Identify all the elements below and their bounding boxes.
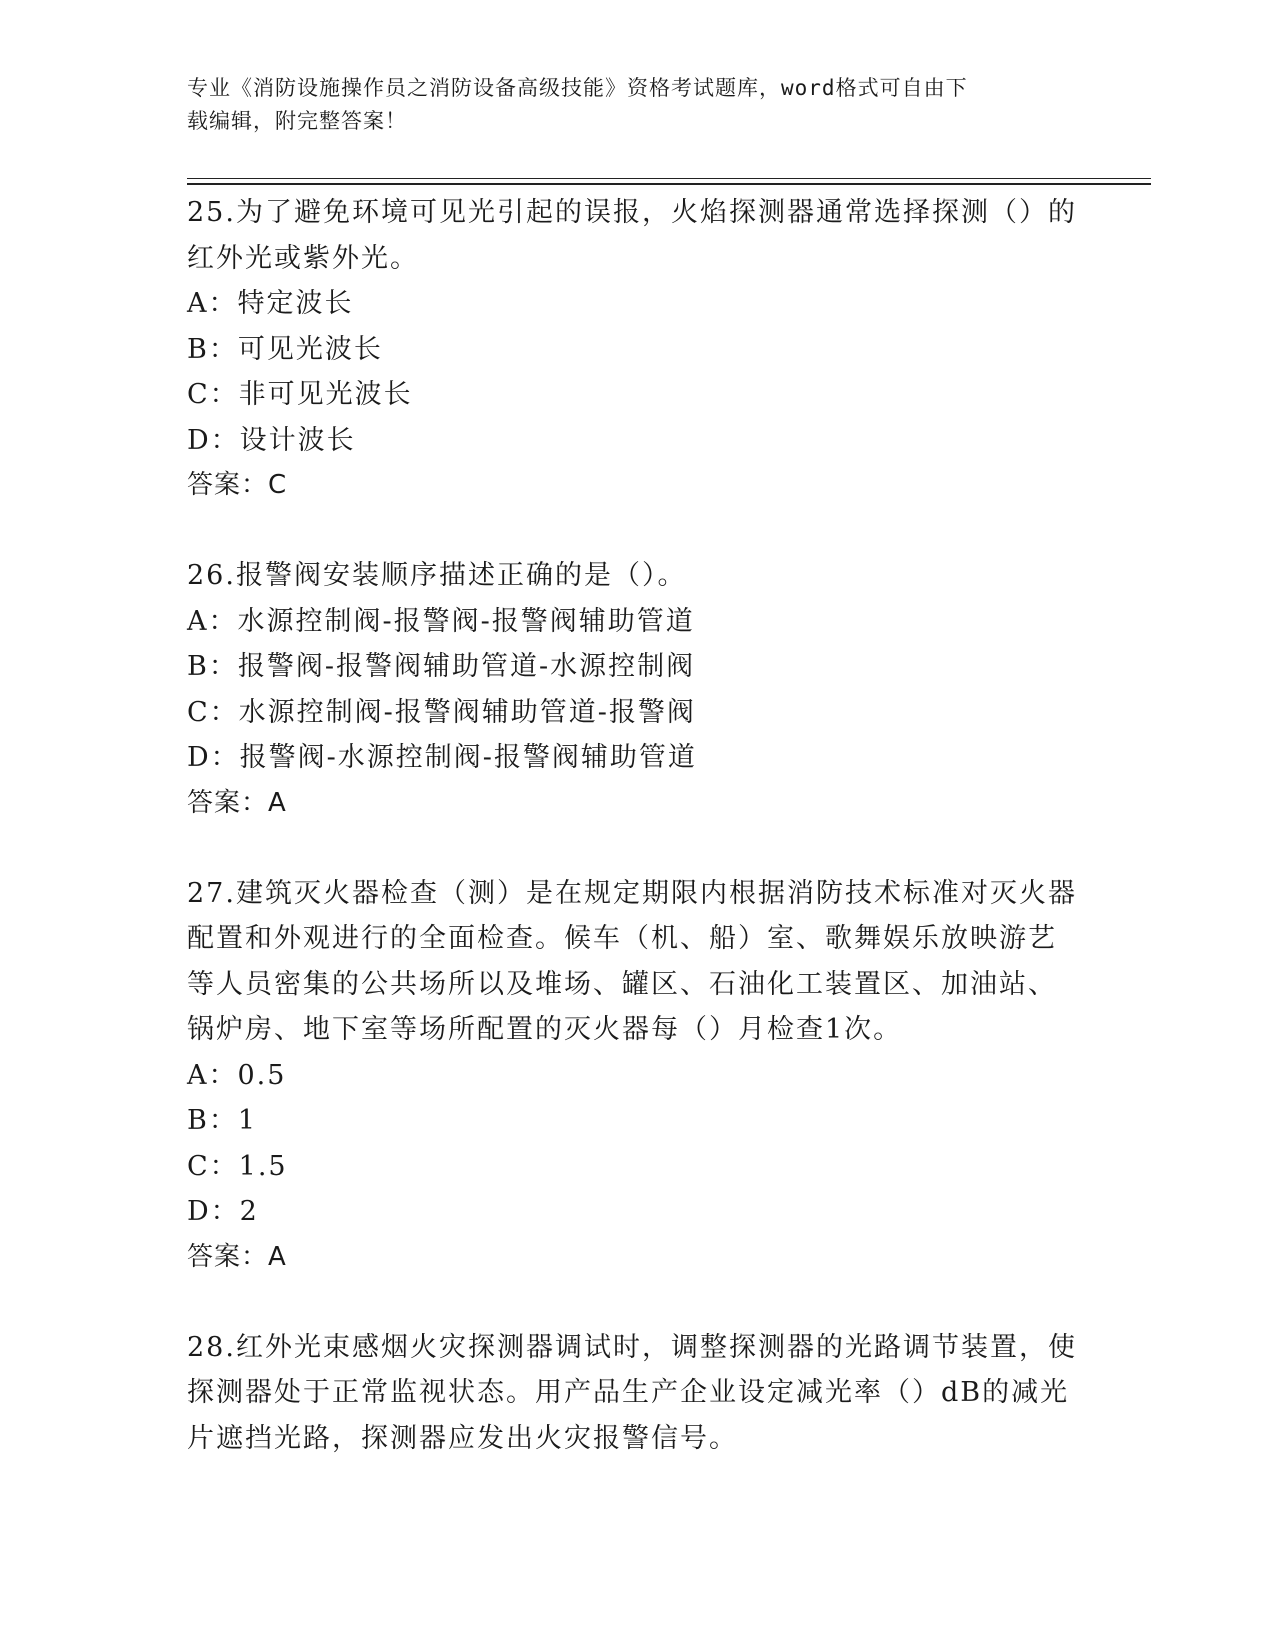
header-divider-thin <box>187 178 1151 179</box>
header-divider-thick <box>187 183 1151 185</box>
option-c <box>187 1144 1087 1190</box>
option-letter: B： <box>187 651 238 682</box>
option-c <box>187 690 1087 736</box>
answer-line: 答案：A <box>187 1241 287 1272</box>
option-text: 设计波长 <box>239 424 356 456</box>
stem-line: 红外光或紫外光。 <box>187 242 419 274</box>
option-a <box>187 1053 1087 1099</box>
option-d <box>187 418 1087 464</box>
option-letter: C： <box>187 379 239 410</box>
stem-line: 25.为了避免环境可见光引起的误报，火焰探测器通常选择探测（）的 <box>187 197 1077 228</box>
question-25 <box>187 190 1087 508</box>
stem-line: 锅炉房、地下室等场所配置的灭火器每（）月检查1次。 <box>187 1014 903 1045</box>
option-text: 特定波长 <box>237 288 354 319</box>
stem-line: 探测器处于正常监视状态。用产品生产企业设定减光率（）dB的减光 <box>187 1377 1070 1408</box>
option-letter: A： <box>187 605 238 637</box>
option-b <box>187 644 1087 690</box>
header-line: 专业《消防设施操作员之消防设备高级技能》资格考试题库，word格式可自由下 <box>187 76 968 100</box>
option-letter: C： <box>187 1150 239 1182</box>
question-stem <box>187 1325 1087 1462</box>
stem-line: 28.红外光束感烟火灾探测器调试时，调整探测器的光路调节装置，使 <box>187 1331 1077 1363</box>
question-list <box>187 190 1087 1506</box>
option-letter: D： <box>187 1196 240 1227</box>
option-b <box>187 327 1087 373</box>
question-27 <box>187 871 1087 1280</box>
stem-line: 配置和外观进行的全面检查。候车（机、船）室、歌舞娱乐放映游艺 <box>187 923 1057 954</box>
option-text: 水源控制阀-报警阀-报警阀辅助管道 <box>237 605 695 637</box>
answer-line: 答案：C <box>187 470 288 500</box>
option-letter: B： <box>187 333 238 365</box>
header-line: 载编辑，附完整答案！ <box>187 109 407 133</box>
document-header <box>187 72 1087 138</box>
question-stem <box>187 190 1087 281</box>
option-letter: B： <box>187 1105 238 1136</box>
option-text: 报警阀-水源控制阀-报警阀辅助管道 <box>239 742 697 773</box>
option-text: 1.5 <box>238 1150 288 1182</box>
option-text: 1 <box>237 1105 258 1136</box>
stem-line: 片遮挡光路，探测器应发出火灾报警信号。 <box>187 1422 738 1454</box>
question-stem <box>187 871 1087 1053</box>
question-stem <box>187 553 1087 599</box>
option-b <box>187 1098 1087 1144</box>
option-letter: A： <box>187 1059 238 1091</box>
stem-line: 等人员密集的公共场所以及堆场、罐区、石油化工装置区、加油站、 <box>187 968 1057 1000</box>
option-a <box>187 281 1087 327</box>
option-d <box>187 1189 1087 1235</box>
answer-line: 答案：A <box>187 787 287 818</box>
option-text: 2 <box>239 1196 259 1227</box>
option-text: 水源控制阀-报警阀辅助管道-报警阀 <box>238 696 696 728</box>
option-text: 可见光波长 <box>237 333 383 365</box>
option-text: 报警阀-报警阀辅助管道-水源控制阀 <box>237 651 696 682</box>
option-a <box>187 599 1087 645</box>
option-letter: A： <box>187 288 238 319</box>
option-letter: C： <box>187 696 239 728</box>
option-text: 0.5 <box>237 1059 287 1091</box>
option-d <box>187 735 1087 781</box>
stem-line: 26.报警阀安装顺序描述正确的是（）。 <box>187 560 687 591</box>
option-c <box>187 372 1087 418</box>
option-letter: D： <box>187 424 240 456</box>
option-letter: D： <box>187 742 240 773</box>
stem-line: 27.建筑灭火器检查（测）是在规定期限内根据消防技术标准对灭火器 <box>187 877 1077 909</box>
question-28 <box>187 1325 1087 1462</box>
option-text: 非可见光波长 <box>238 379 413 410</box>
question-26 <box>187 553 1087 826</box>
